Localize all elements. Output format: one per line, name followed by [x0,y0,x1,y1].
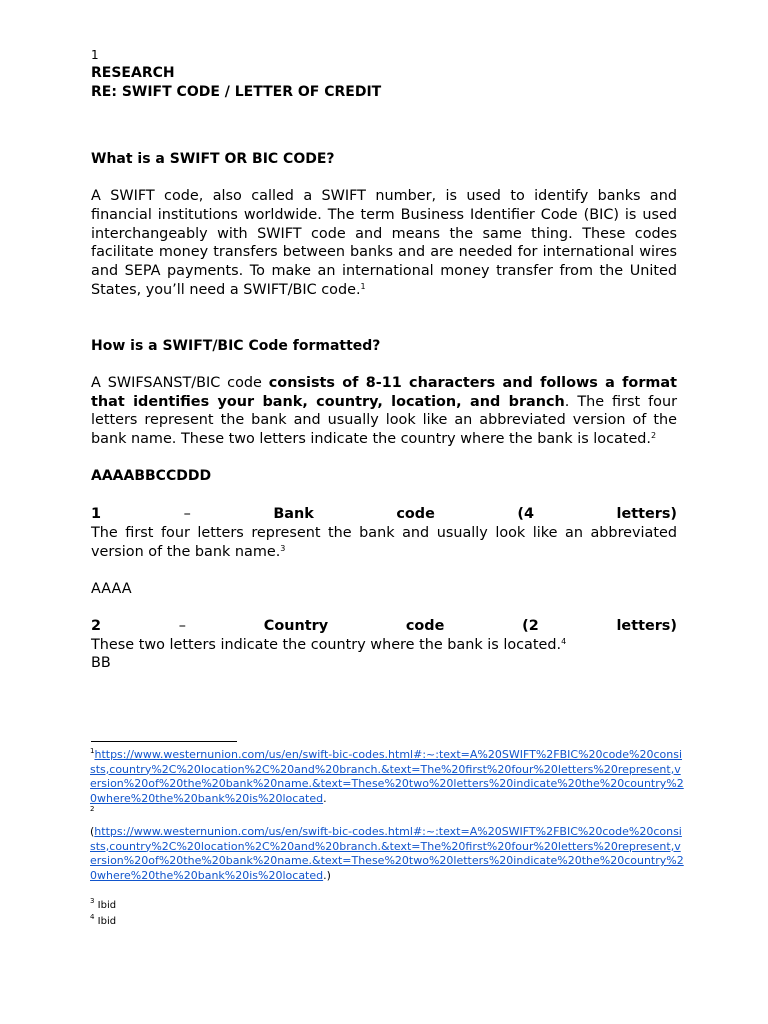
section2-bold: consists of 8-11 characters and follows a format that identifies your bank, country, location, and branch [91,374,677,410]
footnote-2-mark: 2 [90,805,95,813]
item2-number: 2 [91,617,102,634]
item2-word2: code [405,617,445,634]
footnote-1-link[interactable]: https://www.westernunion.com/us/en/swift-bic-codes.html#:~:text=A%20SWIFT%2FBIC%20code%20consists,country%2C%20location%2C%20and%20branch.&text=The%20first%20four%20letters%20represent,version%20of%20the%20bank%20name.&text=These%20two%20letters%20indicate%20the%20country%20where%20the%20bank%20is%20located [90,748,684,805]
footnote-1-end: . [323,791,327,805]
item2-dash: – [178,617,186,634]
section2-title: How is a SWIFT/BIC Code formatted? [91,337,381,354]
footnote-2-end: .) [323,868,331,882]
footnote-3 [90,899,685,914]
footnote-ref-1: 1 [360,281,366,291]
item2-body [91,636,677,655]
heading-research: RESEARCH [91,65,175,81]
item2-text: These two letters indicate the country where the bank is located. [91,636,562,653]
footnote-ref-4: 4 [561,636,567,646]
footnote-4 [90,915,685,930]
section1-title: What is a SWIFT OR BIC CODE? [91,151,335,167]
section2-body [91,374,677,449]
footnote-2-link[interactable]: https://www.westernunion.com/us/en/swift-bic-codes.html#:~:text=A%20SWIFT%2FBIC%20code%20consists,country%2C%20location%2C%20and%20branch.&text=The%20first%20four%20letters%20represent,version%20of%20the%20bank%20name.&text=These%20two%20letters%20indicate%20the%20country%20where%20the%20bank%20is%20located [90,825,684,882]
footnote-4-mark: 4 [90,913,95,921]
footnote-ref-3: 3 [280,543,286,553]
section1-text: A SWIFT code, also called a SWIFT number, is used to identify banks and financial institutions worldwide. The term Business Identifier Code (BIC) is used interchangeably with SWIFT code and means the same thing. These codes facilitate money transfers between banks and are needed for international wires and SEPA payments. To make an international money transfer from the United States, you’ll need a SWIFT/BIC code. [91,188,677,298]
page-number: 1 [91,48,99,62]
section2-lead: A SWIFSANST/BIC code [91,374,269,391]
heading-subject: RE: SWIFT CODE / LETTER OF CREDIT [91,84,382,100]
footnote-1 [90,748,685,806]
item2-word3: (2 [522,617,539,634]
footnote-1-mark: 1 [90,747,95,755]
item2-heading [91,617,677,636]
item1-text: The first four letters represent the bank and usually look like an abbreviated version of the bank name. [91,524,677,560]
footnote-3-text: Ibid [97,900,117,911]
item1-word4: letters) [616,505,677,522]
document-page [91,46,677,673]
footnote-separator [91,741,237,742]
footnote-ref-2: 2 [651,431,657,441]
footnote-3-mark: 3 [90,897,95,905]
item1-body [91,524,677,562]
format-example: AAAABBCCDDD [91,467,212,484]
item1-number: 1 [91,505,102,522]
footnote-2-open: ( [90,825,95,838]
item2-word4: letters) [616,617,677,634]
section2-rest: . The first four letters represent the bank and usually look like an abbreviated version of the bank name. These two letters indicate the country where the bank is located. [91,393,677,448]
item2-example: BB [91,655,111,672]
item1-word2: code [396,505,435,522]
footnote-2-mark-line [90,806,685,821]
item2-word1: Country [263,617,329,634]
item1-example: AAAA [91,580,132,597]
item1-dash: – [183,505,191,522]
section1-body [91,187,677,300]
item1-word3: (4 [517,505,534,522]
item1-word1: Bank [273,505,314,522]
footnote-2 [90,825,685,883]
footnote-4-text: Ibid [97,916,117,927]
item1-heading [91,505,677,524]
